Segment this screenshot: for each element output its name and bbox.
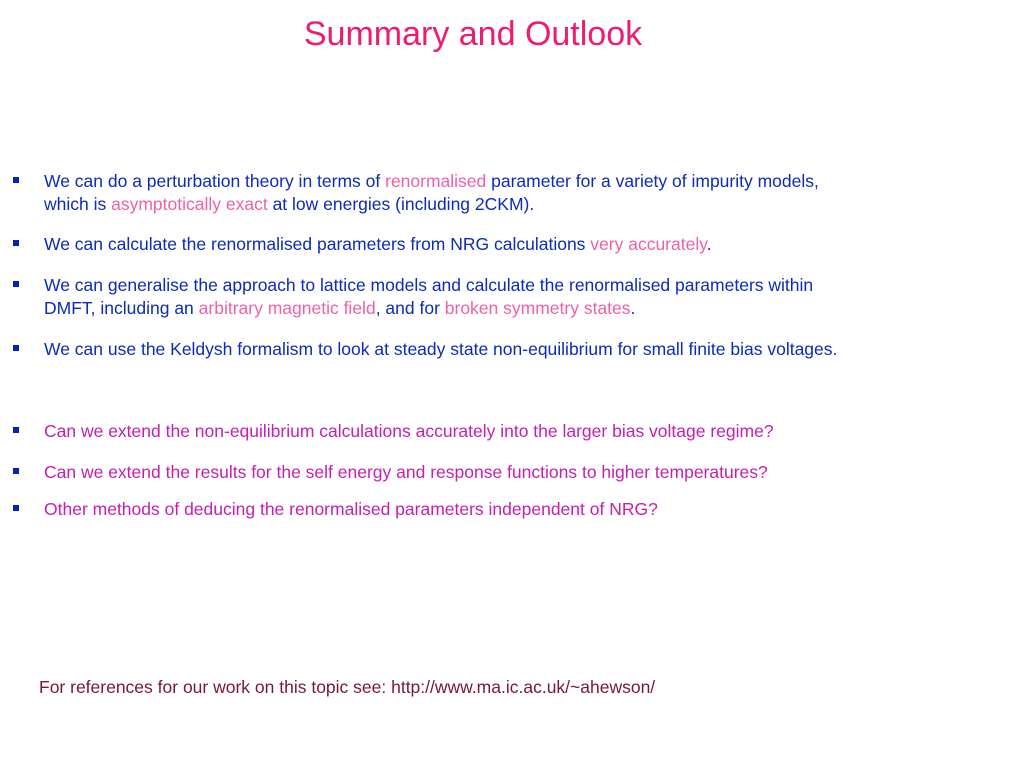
- highlight-segment: renormalised: [385, 171, 487, 191]
- summary-item-text: [44, 274, 1004, 320]
- text-segment: DMFT, including an: [44, 298, 199, 318]
- text-segment: .: [706, 234, 712, 254]
- bullet-marker: [13, 240, 19, 246]
- bullet-marker: [13, 345, 19, 351]
- text-segment: We can calculate the renormalised parameters from NRG calculations: [44, 234, 591, 254]
- text-segment: at low energies (including 2CKM).: [267, 194, 535, 214]
- slide-title: Summary and Outlook: [303, 15, 643, 53]
- text-segment: parameter for a variety of impurity models,: [486, 171, 819, 191]
- bullet-marker: [13, 281, 19, 287]
- text-segment: We can do a perturbation theory in terms of: [44, 171, 386, 191]
- text-segment: We can use the Keldysh formalism to look at steady state non-equilibrium for small finite bias voltages.: [44, 339, 838, 359]
- summary-item-text: [44, 170, 1004, 216]
- text-segment: .: [630, 298, 636, 318]
- highlight-segment: very accurately: [590, 234, 707, 254]
- bullet-marker: [13, 177, 19, 183]
- bullet-marker: [13, 505, 19, 511]
- text-segment: , and for: [375, 298, 445, 318]
- references-footer: For references for our work on this topic see: http://www.ma.ic.ac.uk/~ahewson/: [39, 677, 656, 697]
- text-segment: which is: [44, 194, 112, 214]
- highlight-segment: broken symmetry states: [444, 298, 631, 318]
- bullet-marker: [13, 427, 19, 433]
- highlight-segment: asymptotically exact: [111, 194, 268, 214]
- highlight-segment: arbitrary magnetic field: [198, 298, 376, 318]
- summary-item-text: [44, 338, 1004, 361]
- outlook-item-text: Can we extend the non-equilibrium calculations accurately into the larger bias voltage regime?: [44, 421, 774, 441]
- outlook-item-text: Other methods of deducing the renormalised parameters independent of NRG?: [44, 499, 658, 519]
- text-segment: We can generalise the approach to lattice models and calculate the renormalised parameters within: [44, 275, 814, 295]
- bullet-marker: [13, 468, 19, 474]
- summary-item-text: [44, 233, 1004, 256]
- outlook-item-text: Can we extend the results for the self energy and response functions to higher temperatures?: [44, 462, 768, 482]
